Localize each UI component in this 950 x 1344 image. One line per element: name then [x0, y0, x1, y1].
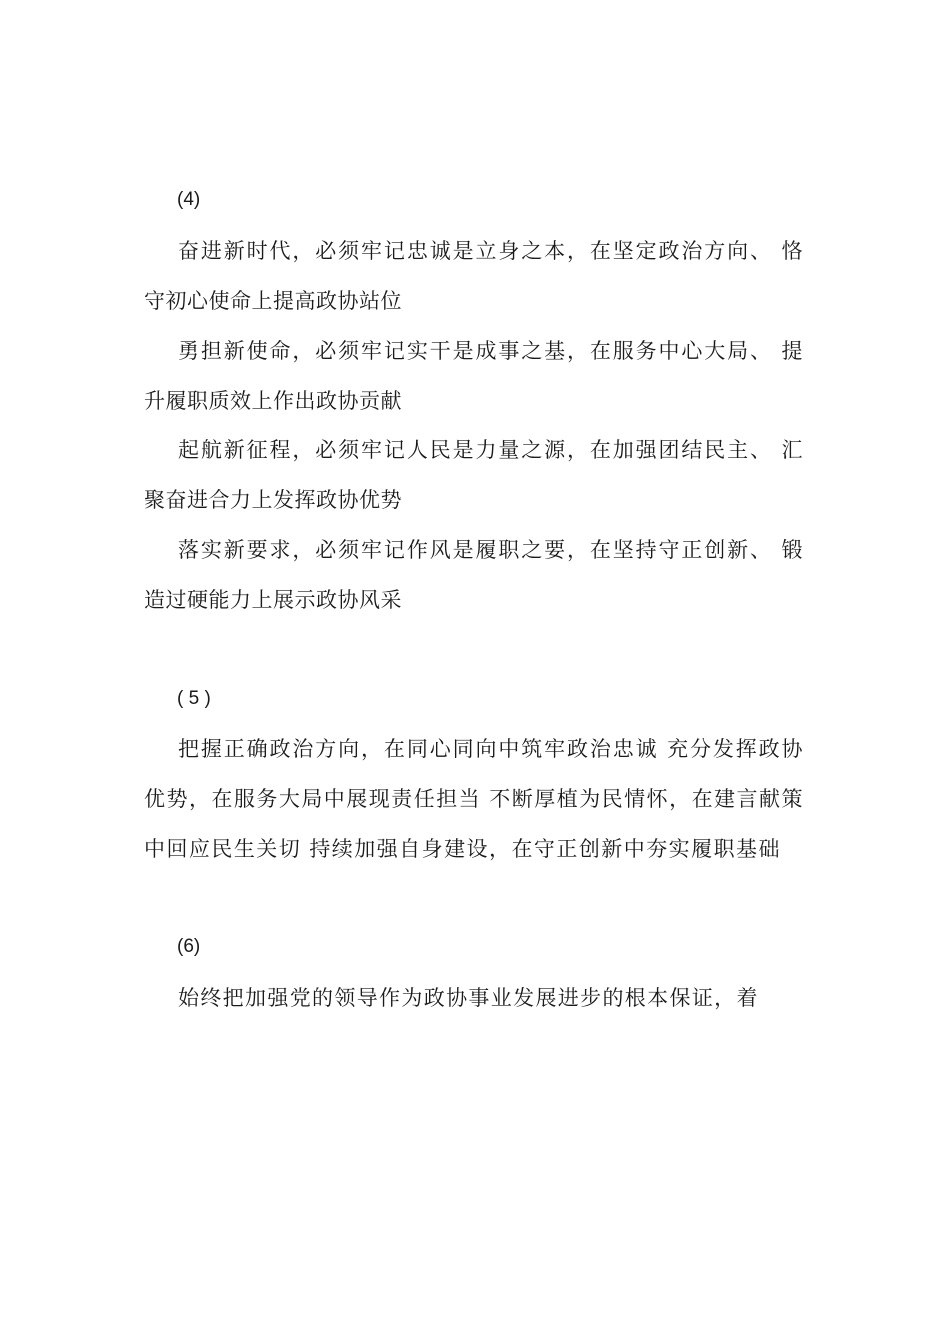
section-4-line-4: 升履职质效上作出政协贡献 [144, 389, 402, 413]
section-4-line-5: 起航新征程，必须牢记人民是力量之源，在加强团结民主、 汇 [178, 438, 803, 462]
section-4-line-2: 守初心使命上提高政协站位 [144, 289, 402, 313]
section-5-label: ( 5 ) [177, 688, 211, 709]
section-5-line-3: 中回应民生关切 持续加强自身建设，在守正创新中夯实履职基础 [144, 837, 780, 861]
section-5-line-1: 把握正确政治方向，在同心同向中筑牢政治忠诚 充分发挥政协 [178, 737, 803, 761]
section-4-line-1: 奋进新时代，必须牢记忠诚是立身之本，在坚定政治方向、 恪 [178, 239, 803, 263]
section-4-line-7: 落实新要求，必须牢记作风是履职之要，在坚持守正创新、 锻 [178, 538, 803, 562]
section-4-label: (4) [177, 189, 201, 210]
section-4-line-8: 造过硬能力上展示政协风采 [144, 588, 402, 612]
section-6-label: (6) [177, 936, 201, 957]
section-4-line-6: 聚奋进合力上发挥政协优势 [144, 488, 402, 512]
section-4-line-3: 勇担新使命，必须牢记实干是成事之基，在服务中心大局、 提 [178, 339, 803, 363]
section-5-line-2: 优势，在服务大局中展现责任担当 不断厚植为民情怀，在建言献策 [144, 787, 803, 811]
section-6-line-1: 始终把加强党的领导作为政协事业发展进步的根本保证，着 [178, 986, 758, 1010]
